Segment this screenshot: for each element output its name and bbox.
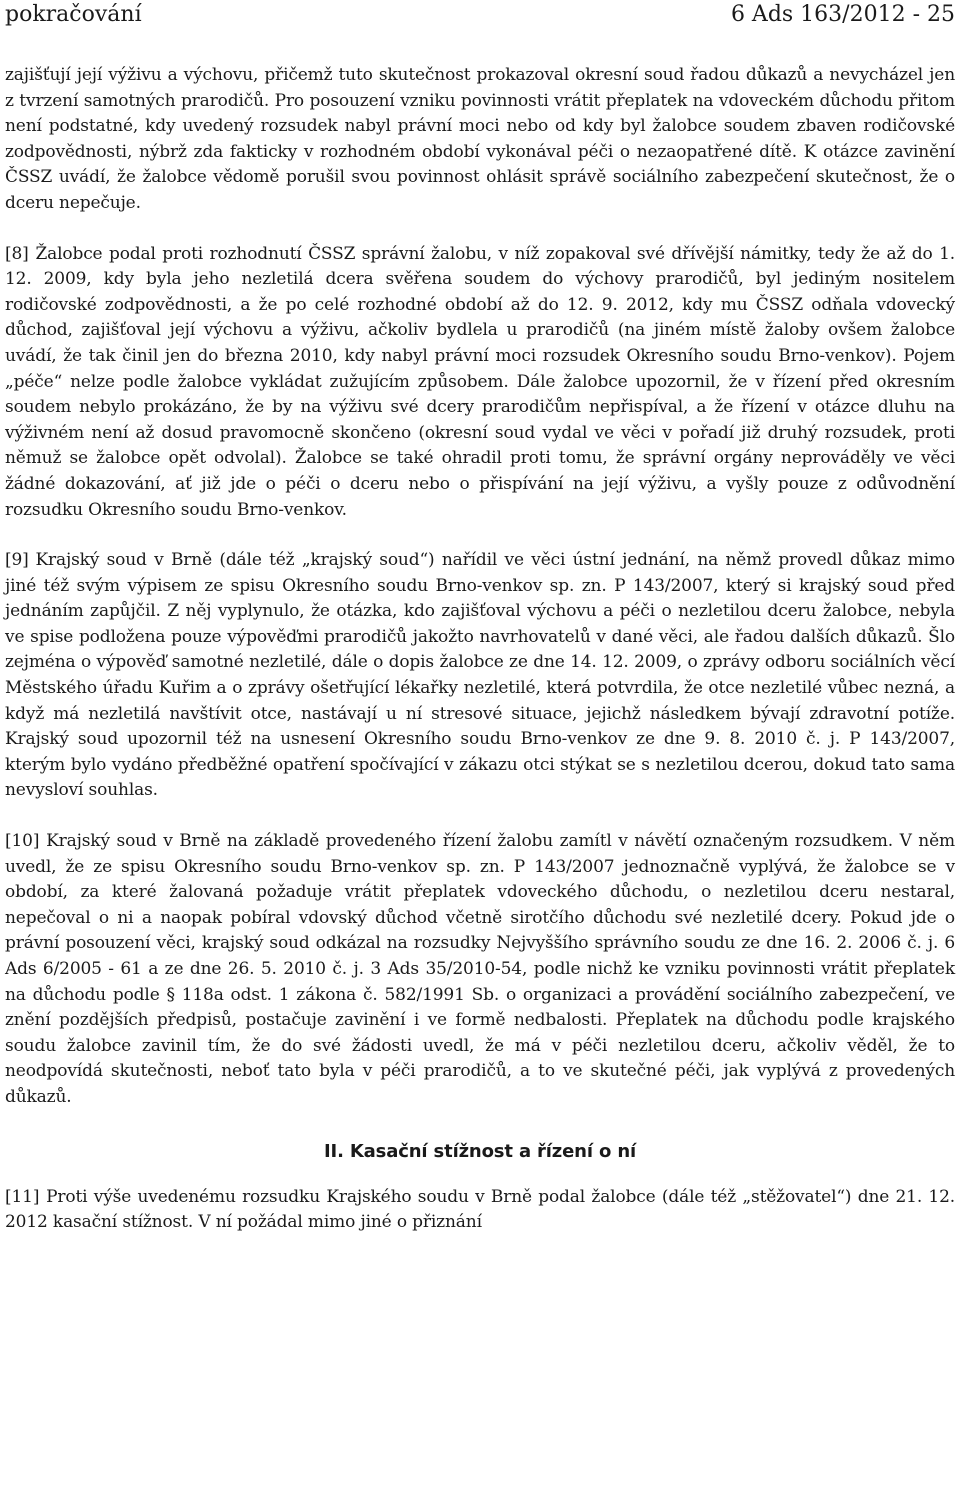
paragraph-7-continuation: zajišťují její výživu a výchovu, přičemž tuto skutečnost prokazoval okresní soud řadou důkazů a nevycházel jen z tvrzení samotných prarodičů. Pro posouzení vzniku povinnosti vrátit přeplatek na vdoveckém důchodu přitom není podstatné, kdy uvedený rozsudek nabyl právní moci nebo od kdy byl žalobce soudem zbaven rodičovské zodpovědnosti, nýbrž zda fakticky v rozhodném období vykonával péči o nezaopatřené dítě. K otázce zavinění ČSSZ uvádí, že žalobce vědomě porušil svou povinnost ohlásit správě sociálního zabezpečení skutečnost, že o dceru nepečuje. — [5, 65, 955, 213]
paragraph-11 — [5, 1185, 955, 1236]
paragraph-text: Krajský soud v Brně (dále též „krajský soud“) nařídil ve věci ústní jednání, na němž provedl důkaz mimo jiné též svým výpisem ze spisu Okresního soudu Brno-venkov sp. zn. P 143/2007, který si krajský soud před jednáním zapůjčil. Z něj vyplynulo, že otázka, kdo zajišťoval výchovu a péči o nezletilou dceru žalobce, nebyla ve spise podložena pouze výpověďmi prarodičů jakožto navrhovatelů v dané věci, ale řadou dalších důkazů. Šlo zejména o výpověď samotné nezletilé, dále o dopis žalobce ze dne 14. 12. 2009, o zprávy odboru sociálních věcí Městského úřadu Kuřim a o zprávy ošetřující lékařky nezletilé, která potvrdila, že otce nezletilé vůbec nezná, a když má nezletilá navštívit otce, nastávají u ní stresové situace, jejichž následkem bývají zdravotní potíže. Krajský soud upozornil též na usnesení Okresního soudu Brno-venkov ze dne 9. 8. 2010 č. j. P 143/2007, kterým bylo vydáno předběžné opatření spočívající v zákazu otci stýkat se s nezletilou dcerou, dokud tato sama nevysloví souhlas. — [5, 550, 955, 801]
header-continuation-label: pokračování — [5, 2, 142, 27]
document-page — [5, 0, 955, 1236]
page-header — [5, 0, 955, 44]
paragraph-number: [9] — [5, 550, 29, 571]
paragraph-text: Proti výše uvedenému rozsudku Krajského soudu v Brně podal žalobce (dále též „stěžovatel“) dne 21. 12. 2012 kasační stížnost. V ní požádal mimo jiné o přiznání — [5, 1186, 955, 1233]
paragraph-text: Žalobce podal proti rozhodnutí ČSSZ správní žalobu, v níž zopakoval své dřívější námitky, tedy že až do 1. 12. 2009, kdy byla jeho nezletilá dcera svěřena soudem do výchovy prarodičů, byl jediným nositelem rodičovské zodpovědnosti, a že po celé rozhodné období až do 12. 9. 2012, kdy mu ČSSZ odňala vdovecký důchod, zajišťoval její výchovu a výživu, ačkoliv bydlela u prarodičů (na jiném místě žaloby ovšem žalobce uvádí, že tak činil jen do března 2010, kdy nabyl právní moci rozsudek Okresního soudu Brno-venkov). Pojem „péče“ nelze podle žalobce vykládat zužujícím způsobem. Dále žalobce upozornil, že v řízení před okresním soudem nebylo prokázáno, že by na výživu své dcery prarodičům nepřispíval, a že řízení v otázce dluhu na výživném není až dosud pravomocně skončeno (okresní soud vydal ve věci v pořadí již druhý rozsudek, proti němuž se žalobce opět odvolal). Žalobce se také ohradil proti tomu, že správní orgány neprováděly ve věci žádné dokazování, ať již jde o péči o dceru nebo o přispívání na její výživu, a vyšly pouze z odůvodnění rozsudku Okresního soudu Brno-venkov. — [5, 243, 955, 520]
paragraph-9 — [5, 548, 955, 804]
document-body — [5, 63, 955, 1236]
header-case-number: 6 Ads 163/2012 - 25 — [730, 2, 955, 27]
paragraph-number: [11] — [5, 1186, 40, 1207]
paragraph-number: [8] — [5, 243, 29, 264]
section-heading: II. Kasační stížnost a řízení o ní — [323, 1140, 637, 1162]
paragraph-8 — [5, 242, 955, 524]
paragraph-text: Krajský soud v Brně na základě provedeného řízení žalobu zamítl v návětí označeným rozsudkem. V něm uvedl, že ze spisu Okresního soudu Brno-venkov sp. zn. P 143/2007 jednoznačně vyplývá, že žalobce se v období, za které žalovaná požaduje vrátit přeplatek vdoveckého důchodu, o nezletilou dceru nestaral, nepečoval o ni a naopak pobíral vdovský důchod včetně sirotčího důchodu své nezletilé dcery. Pokud jde o právní posouzení věci, krajský soud odkázal na rozsudky Nejvyššího správního soudu ze dne 16. 2. 2006 č. j. 6 Ads 6/2005 - 61 a ze dne 26. 5. 2010 č. j. 3 Ads 35/2010-54, podle nichž ke vzniku povinnosti vrátit přeplatek na důchodu podle § 118a odst. 1 zákona č. 582/1991 Sb. o organizaci a provádění sociálního zabezpečení, ve znění pozdějších předpisů, postačuje zavinění i ve formě nedbalosti. Přeplatek na důchodu podle krajského soudu žalobce zavinil tím, že do své žádosti uvedl, že má v péči nezletilou dceru, ačkoliv věděl, že to neodpovídá skutečnosti, neboť tato byla v péči prarodičů, a to ve skutečné péči, jak vyplývá z provedených důkazů. — [5, 831, 955, 1107]
paragraph-number: [10] — [5, 831, 40, 852]
paragraph-10 — [5, 829, 955, 1111]
